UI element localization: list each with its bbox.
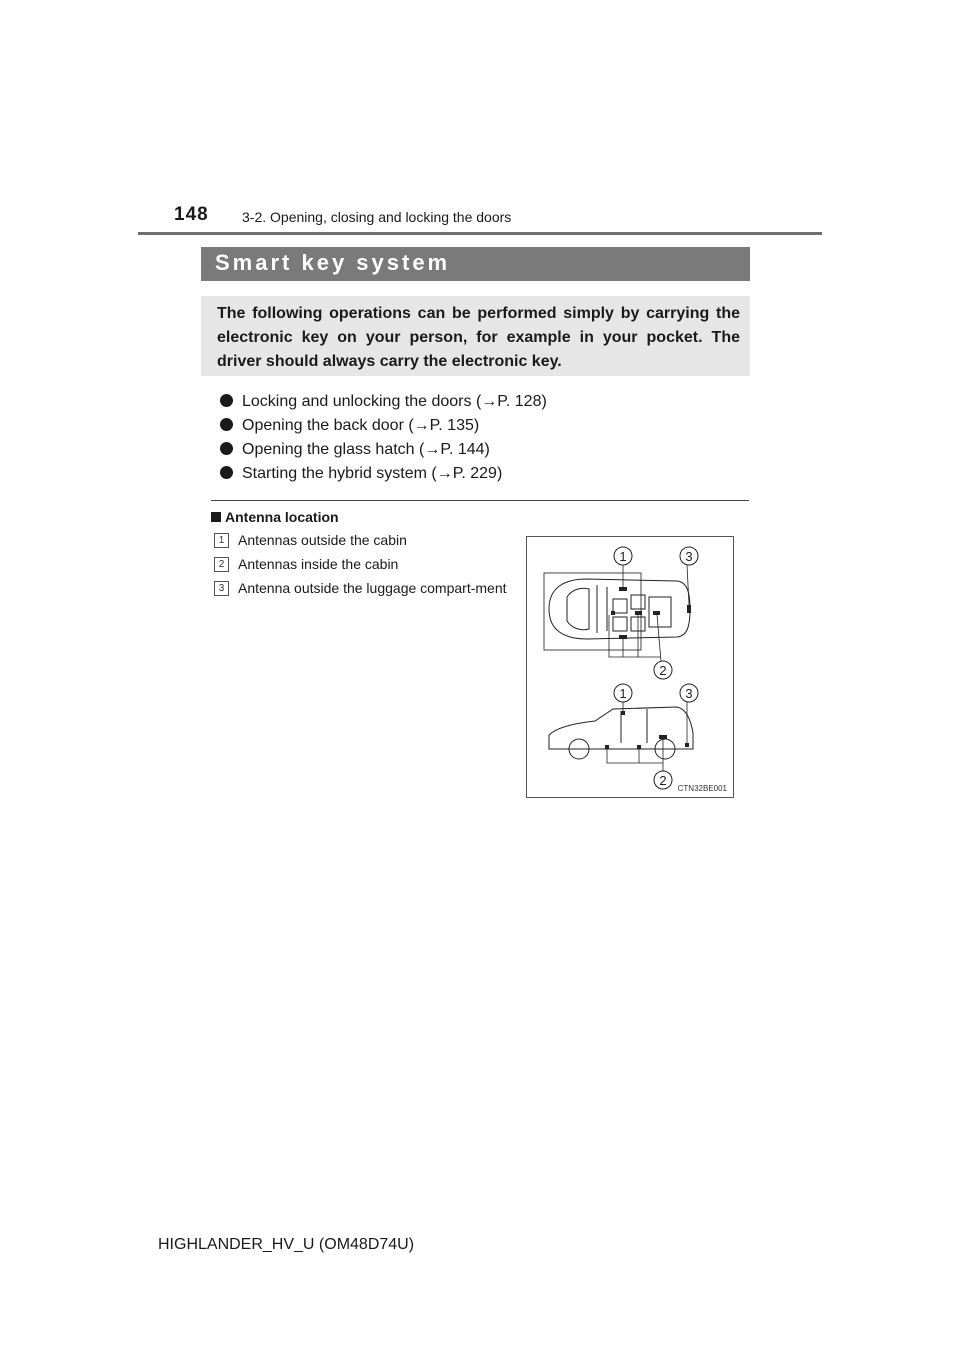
operations-list [220,390,547,486]
section-title-bar [201,247,750,281]
list-item [220,414,547,438]
svg-text:1: 1 [619,549,627,564]
intro-box [201,296,750,376]
list-item [220,462,547,486]
svg-text:2: 2 [659,773,667,788]
callout-1-side [614,684,632,702]
square-bullet-icon [211,512,221,522]
svg-text:3: 3 [685,549,693,564]
callout-3-top [680,547,698,565]
legend-text: Antenna outside the luggage compart-ment [238,580,507,596]
bullet-icon [220,394,233,407]
legend-item [214,556,508,573]
legend-text: Antennas outside the cabin [238,532,407,548]
legend-number: 2 [214,557,229,572]
list-item [220,390,547,414]
callout-2-top [654,661,672,679]
figure-code: CTN32BE001 [677,784,727,793]
list-item-text: Opening the glass hatch (→P. 144) [242,441,490,458]
svg-text:1: 1 [619,686,627,701]
list-item-text: Opening the back door (→P. 135) [242,417,480,434]
bullet-icon [220,442,233,455]
intro-text: The following operations can be performed simply by carrying the electronic key on your person, for example in your pocket. The driver should always carry the electronic key. [217,305,740,370]
legend-number: 1 [214,533,229,548]
svg-text:3: 3 [685,686,693,701]
list-item-text: Locking and unlocking the doors (→P. 128) [242,393,547,410]
footer-model: HIGHLANDER_HV_U (OM48D74U) [158,1236,415,1253]
page-number: 148 [174,204,209,225]
divider [211,500,749,501]
antenna-heading [211,509,339,525]
vehicle-diagram [527,537,733,797]
callout-2-side [654,771,672,789]
chapter-title: 3-2. Opening, closing and locking the doors [242,209,512,225]
bullet-icon [220,466,233,479]
header-rule [138,232,822,235]
callout-3-side [680,684,698,702]
top-view-vehicle [544,573,690,650]
list-item [220,438,547,462]
list-item-text: Starting the hybrid system (→P. 229) [242,465,503,482]
callout-1-top [614,547,632,565]
legend-item [214,580,508,597]
section-title: Smart key system [215,250,451,275]
antenna-figure [526,536,734,798]
legend-number: 3 [214,581,229,596]
legend-item [214,532,508,549]
bullet-icon [220,418,233,431]
antenna-heading-text: Antenna location [225,509,339,525]
antenna-legend [214,532,508,604]
svg-text:2: 2 [659,663,667,678]
legend-text: Antennas inside the cabin [238,556,399,572]
